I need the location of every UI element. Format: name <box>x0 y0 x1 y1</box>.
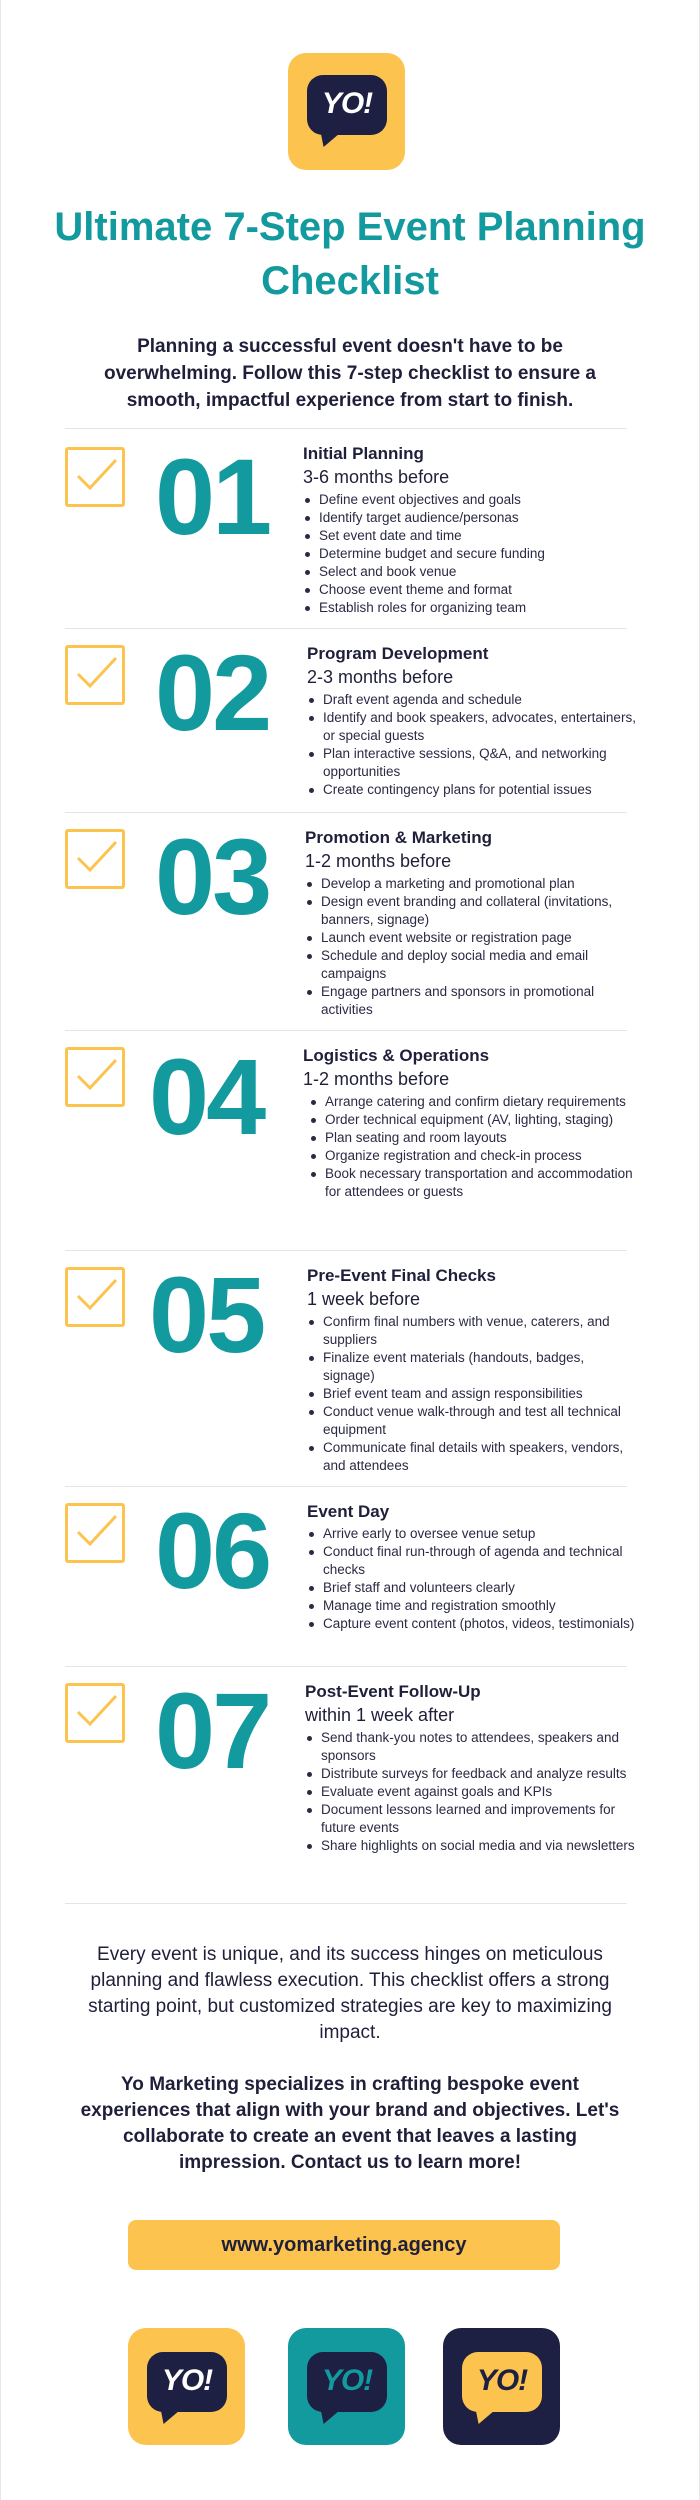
step-body <box>305 827 635 1019</box>
speech-bubble-icon <box>147 2352 227 2412</box>
logo-text: YO! <box>476 2364 528 2397</box>
list-item: Capture event content (photos, videos, testimonials) <box>307 1615 637 1633</box>
step-timing: 3-6 months before <box>303 467 450 487</box>
step-timing: 1 week before <box>307 1289 421 1309</box>
footer-logo-navy <box>443 2328 560 2445</box>
list-item: Define event objectives and goals <box>303 491 633 509</box>
list-item: Finalize event materials (handouts, badges, signage) <box>307 1349 637 1385</box>
website-link[interactable] <box>128 2220 560 2270</box>
list-item: Arrive early to oversee venue setup <box>307 1525 637 1543</box>
intro-text: Planning a successful event doesn't have to be overwhelming. Follow this 7-step checklist to ensure a smooth, impactful experience from start to finish. <box>103 336 596 411</box>
step-06 <box>65 1486 635 1666</box>
step-number: 01 <box>155 436 270 557</box>
list-item: Identify target audience/personas <box>303 509 633 527</box>
step-body <box>303 443 633 617</box>
list-item: Identify and book speakers, advocates, entertainers, or special guests <box>307 709 637 745</box>
step-list <box>307 691 637 799</box>
logo-text: YO! <box>321 87 373 120</box>
list-item: Develop a marketing and promotional plan <box>305 875 635 893</box>
list-item: Document lessons learned and improvements for future events <box>305 1801 635 1837</box>
list-item: Communicate final details with speakers, vendors, and attendees <box>307 1439 637 1475</box>
list-item: Evaluate event against goals and KPIs <box>305 1783 635 1801</box>
checkbox-icon <box>65 645 125 705</box>
list-item: Brief event team and assign responsibilities <box>307 1385 637 1403</box>
list-item: Share highlights on social media and via newsletters <box>305 1837 635 1855</box>
list-item: Engage partners and sponsors in promotional activities <box>305 983 635 1019</box>
step-body <box>305 1681 635 1855</box>
divider <box>65 1903 627 1904</box>
step-number: 02 <box>155 632 270 753</box>
step-list <box>307 1313 637 1475</box>
page-title: Ultimate 7-Step Event Planning Checklist <box>54 205 646 303</box>
step-timing: 2-3 months before <box>307 667 454 687</box>
logo-text: YO! <box>161 2364 213 2397</box>
list-item: Create contingency plans for potential issues <box>307 781 637 799</box>
speech-bubble-icon <box>307 2352 387 2412</box>
list-item: Plan interactive sessions, Q&A, and networking opportunities <box>307 745 637 781</box>
pitch-text: Yo Marketing specializes in crafting bespoke event experiences that align with your brand and objectives. Let's collaborate to create an event that leaves a lasting impression. Contact us to learn more! <box>80 2074 620 2173</box>
step-number: 05 <box>149 1254 264 1375</box>
logo <box>288 53 405 170</box>
checkbox-icon <box>65 1267 125 1327</box>
list-item: Schedule and deploy social media and email campaigns <box>305 947 635 983</box>
step-body <box>307 643 637 799</box>
checkbox-icon <box>65 829 125 889</box>
step-number: 06 <box>155 1490 270 1611</box>
website-url[interactable]: www.yomarketing.agency <box>221 2233 467 2256</box>
list-item: Conduct final run-through of agenda and technical checks <box>307 1543 637 1579</box>
list-item: Draft event agenda and schedule <box>307 691 637 709</box>
checkbox-icon <box>65 447 125 507</box>
step-list <box>305 1729 635 1855</box>
closing-text: Every event is unique, and its success hinges on meticulous planning and flawless execution. This checklist offers a strong starting point, but customized strategies are key to maximizing impact. <box>88 1944 612 2043</box>
step-number: 03 <box>155 816 270 937</box>
list-item: Book necessary transportation and accommodation for attendees or guests <box>309 1165 633 1201</box>
step-timing: 1-2 months before <box>305 851 452 871</box>
checkbox-icon <box>65 1503 125 1563</box>
step-list <box>309 1093 633 1201</box>
list-item: Design event branding and collateral (invitations, banners, signage) <box>305 893 635 929</box>
list-item: Determine budget and secure funding <box>303 545 633 563</box>
list-item: Confirm final numbers with venue, caterers, and suppliers <box>307 1313 637 1349</box>
step-title: Program Development <box>307 644 489 663</box>
step-title: Initial Planning <box>303 444 424 463</box>
step-title: Post-Event Follow-Up <box>305 1682 481 1701</box>
footer-logo-teal <box>288 2328 405 2445</box>
list-item: Launch event website or registration page <box>305 929 635 947</box>
step-number: 04 <box>149 1036 264 1157</box>
step-list <box>303 491 633 617</box>
list-item: Manage time and registration smoothly <box>307 1597 637 1615</box>
list-item: Set event date and time <box>303 527 633 545</box>
step-timing: within 1 week after <box>305 1705 455 1725</box>
list-item: Brief staff and volunteers clearly <box>307 1579 637 1597</box>
checkbox-icon <box>65 1047 125 1107</box>
list-item: Select and book venue <box>303 563 633 581</box>
speech-bubble-icon <box>307 75 387 135</box>
step-title: Pre-Event Final Checks <box>307 1266 496 1285</box>
step-title: Logistics & Operations <box>303 1046 490 1065</box>
step-02 <box>65 628 636 812</box>
step-body <box>303 1045 633 1201</box>
list-item: Establish roles for organizing team <box>303 599 633 617</box>
step-01 <box>65 428 627 628</box>
list-item: Order technical equipment (AV, lighting, staging) <box>309 1111 633 1129</box>
step-list <box>307 1525 637 1633</box>
list-item: Choose event theme and format <box>303 581 633 599</box>
step-number: 07 <box>155 1670 270 1791</box>
step-timing: 1-2 months before <box>303 1069 450 1089</box>
checkbox-icon <box>65 1683 125 1743</box>
logo-text: YO! <box>321 2364 373 2397</box>
list-item: Arrange catering and confirm dietary requirements <box>309 1093 633 1111</box>
step-03 <box>65 812 627 1030</box>
footer-logo-yellow <box>128 2328 245 2445</box>
step-07 <box>65 1666 635 1903</box>
step-body <box>307 1265 637 1475</box>
step-body <box>307 1501 637 1633</box>
list-item: Conduct venue walk-through and test all technical equipment <box>307 1403 637 1439</box>
step-05 <box>65 1250 627 1486</box>
list-item: Plan seating and room layouts <box>309 1129 633 1147</box>
step-title: Event Day <box>307 1502 390 1521</box>
step-04 <box>65 1030 633 1250</box>
step-title: Promotion & Marketing <box>305 828 493 847</box>
step-list <box>305 875 635 1019</box>
list-item: Organize registration and check-in process <box>309 1147 633 1165</box>
list-item: Distribute surveys for feedback and analyze results <box>305 1765 635 1783</box>
speech-bubble-icon <box>462 2352 542 2412</box>
list-item: Send thank-you notes to attendees, speakers and sponsors <box>305 1729 635 1765</box>
